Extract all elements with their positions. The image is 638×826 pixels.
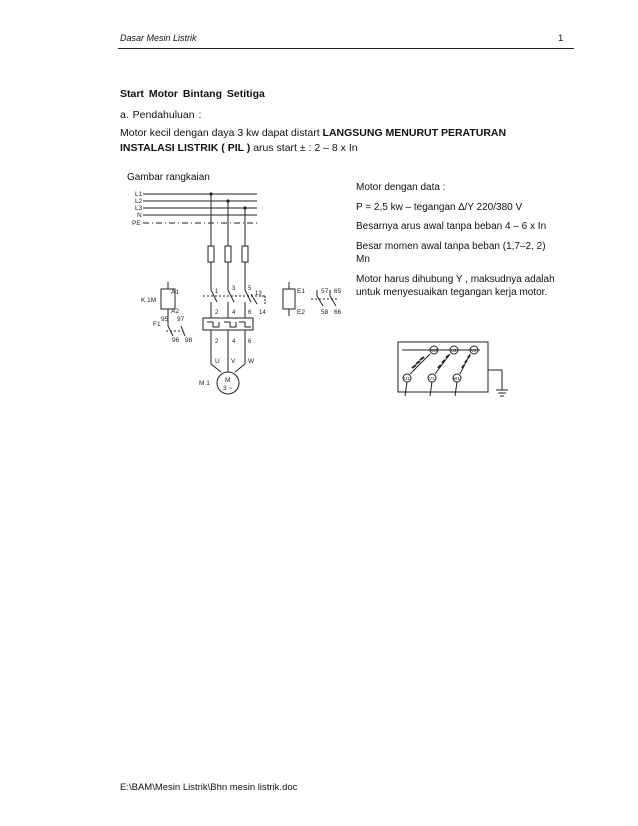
- f1-contact-nc: [168, 318, 173, 336]
- svg-text:A1: A1: [171, 289, 179, 296]
- bus-label: L3: [135, 205, 143, 212]
- svg-text:V1: V1: [429, 376, 435, 381]
- intro-bold-text: LANGSUNG MENURUT PERATURAN INSTALASI LISTRIK ( PIL ): [120, 127, 507, 154]
- motor-data-power: P = 2,5 kw – tegangan ∆/Y 220/380 V: [356, 201, 523, 213]
- svg-text:2: 2: [215, 310, 219, 316]
- svg-text:58: 58: [321, 309, 329, 316]
- svg-text:13: 13: [255, 291, 262, 297]
- motor-data-heading: Motor dengan data :: [356, 182, 446, 193]
- svg-text:1: 1: [215, 289, 219, 295]
- intro-plain-text: Motor kecil dengan daya 3 kw dapat distart: [120, 127, 323, 139]
- svg-text:6: 6: [248, 339, 252, 345]
- section-title: Start Motor Bintang Setitiga: [120, 88, 265, 100]
- svg-text:14: 14: [259, 310, 266, 316]
- bus-label: N: [137, 212, 142, 219]
- footer-path: E:\BAM\Mesin Listrik\Bhn mesin listrik.doc: [120, 782, 298, 793]
- page-number: 1: [558, 33, 564, 44]
- motor-data-current: Besarnya arus awal tanpa beban 4 – 6 x In: [356, 221, 547, 232]
- svg-text:U1: U1: [404, 376, 410, 381]
- terminal-box-diagram: [394, 340, 520, 406]
- svg-text:M 1: M 1: [199, 380, 210, 387]
- motor-data-panel: [356, 181, 556, 306]
- bus-label: PE: [132, 220, 141, 227]
- svg-text:W2: W2: [431, 348, 438, 353]
- e-coil: [283, 282, 295, 316]
- bus-label: L1: [135, 191, 143, 198]
- figure-label: Gambar rangkaian: [127, 172, 210, 183]
- header-doc-title: Dasar Mesin Listrik: [120, 33, 197, 43]
- svg-text:W: W: [248, 358, 255, 365]
- intro-tail-text: arus start ± : 2 – 8 x In: [250, 142, 358, 154]
- svg-text:95: 95: [161, 316, 169, 323]
- svg-text:M: M: [225, 377, 231, 384]
- bus-labels: [132, 191, 143, 227]
- overload-relay: [203, 318, 253, 330]
- svg-text:65: 65: [334, 288, 342, 295]
- header-divider: [118, 48, 574, 49]
- bus-lines: [143, 194, 257, 223]
- svg-text:E1: E1: [297, 288, 305, 295]
- section-subheading: a. Pendahuluan :: [120, 109, 202, 121]
- svg-text:98: 98: [185, 337, 193, 344]
- svg-text:4: 4: [232, 310, 236, 316]
- intro-paragraph: [120, 126, 560, 156]
- motor-data-torque: Besar momen awal tanpa beban (1,7–2, 2) Mn: [356, 240, 546, 265]
- svg-text:U: U: [215, 358, 220, 365]
- svg-text:V2: V2: [471, 348, 477, 353]
- svg-text:E2: E2: [297, 309, 305, 316]
- svg-text:A2: A2: [171, 308, 179, 315]
- svg-text:57: 57: [321, 288, 329, 295]
- svg-text:66: 66: [334, 309, 342, 316]
- overload-terminal-labels: [215, 339, 252, 345]
- fuses: [208, 246, 248, 262]
- svg-text:U2: U2: [451, 348, 457, 353]
- uvw-labels: [215, 358, 255, 365]
- svg-text:F1: F1: [153, 321, 161, 328]
- svg-text:4: 4: [232, 339, 236, 345]
- svg-text:V: V: [231, 358, 236, 365]
- svg-text:W1: W1: [453, 376, 460, 381]
- motor-data-connection: Motor harus dihubung Y , maksudnya adalah untuk menyesuaikan tegangan kerja motor.: [356, 273, 555, 298]
- bus-label: L2: [135, 198, 143, 205]
- svg-text:2: 2: [215, 339, 219, 345]
- svg-text:97: 97: [177, 316, 185, 323]
- motor-labels: [199, 377, 232, 392]
- circuit-diagram: [125, 186, 355, 396]
- svg-text:3 ~: 3 ~: [223, 385, 233, 392]
- windings: [410, 354, 470, 374]
- e-coil-labels: [297, 288, 342, 316]
- svg-text:3: 3: [232, 286, 236, 292]
- svg-text:5: 5: [248, 286, 252, 292]
- svg-text:6: 6: [248, 310, 252, 316]
- svg-text:96: 96: [172, 337, 180, 344]
- svg-text:K 1M: K 1M: [141, 297, 157, 304]
